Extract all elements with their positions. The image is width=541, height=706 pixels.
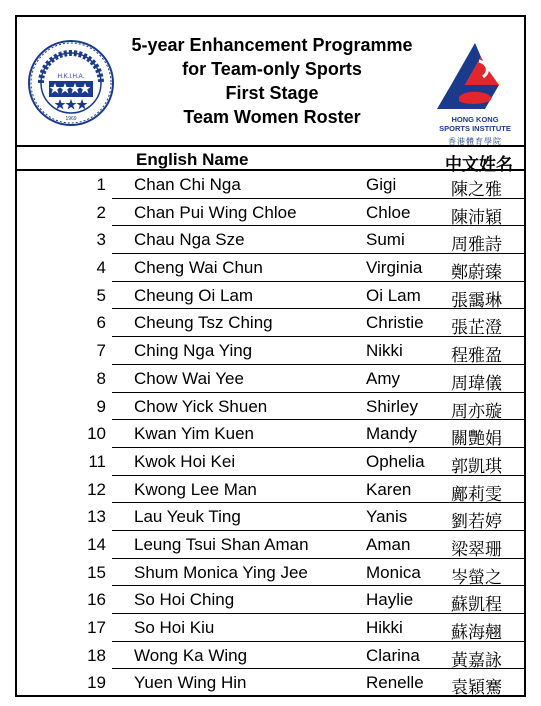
chinese-name: 蘇海翹	[451, 623, 502, 643]
nickname: Renelle	[366, 673, 424, 693]
english-name: Chow Yick Shuen	[134, 396, 268, 416]
english-name: Kwan Yim Kuen	[134, 424, 255, 444]
row-number: 5	[96, 285, 106, 305]
chinese-name: 程雅盈	[451, 346, 502, 367]
title-line-4: Team Women Roster	[183, 107, 361, 127]
chinese-name: 周亦璇	[451, 401, 502, 422]
nickname: Virginia	[366, 258, 423, 278]
column-header-english: English Name	[136, 150, 249, 169]
title-line-3: First Stage	[225, 83, 319, 103]
chinese-name: 關艷娟	[451, 429, 502, 450]
title-line-2: for Team-only Sports	[182, 59, 362, 79]
page-title	[112, 33, 432, 129]
row-number: 4	[96, 258, 106, 278]
english-name: Chau Nga Sze	[134, 230, 245, 250]
table-row	[17, 586, 524, 614]
header	[17, 17, 524, 145]
table-row	[17, 254, 524, 282]
english-name: Cheung Oi Lam	[134, 285, 254, 305]
chinese-name: 鄺莉雯	[451, 484, 502, 505]
table-row	[17, 171, 524, 199]
nickname: Haylie	[366, 590, 414, 610]
table-row	[17, 337, 524, 365]
row-number: 12	[87, 479, 106, 499]
table-row	[17, 309, 524, 337]
english-name: Kwong Lee Man	[134, 479, 257, 499]
title-line-1: 5-year Enhancement Programme	[131, 35, 413, 55]
row-number: 1	[96, 175, 106, 194]
nickname: Aman	[366, 534, 411, 554]
nickname: Hikki	[366, 618, 403, 637]
nickname: Ophelia	[366, 451, 425, 471]
table-row	[17, 614, 524, 642]
english-name: Yuen Wing Hin	[134, 673, 247, 693]
chinese-name: 岑螢之	[451, 567, 502, 588]
english-name: Lau Yeuk Ting	[134, 507, 241, 527]
chinese-name: 黃嘉詠	[451, 650, 502, 671]
nickname: Yanis	[366, 507, 408, 527]
row-number: 19	[87, 673, 106, 693]
row-number: 6	[96, 313, 106, 333]
table-row	[17, 559, 524, 587]
english-name: Chow Wai Yee	[134, 368, 244, 388]
nickname: Gigi	[366, 175, 397, 194]
chinese-name: 鄭蔚臻	[451, 263, 502, 284]
column-header	[17, 145, 524, 174]
nickname: Chloe	[366, 202, 411, 222]
nickname: Amy	[366, 368, 400, 388]
english-name: Cheng Wai Chun	[134, 258, 263, 278]
column-header-chinese: 中文姓名	[445, 155, 513, 174]
hksi-logo-line1: HONG KONG	[451, 115, 499, 124]
chinese-name: 陳之雅	[451, 180, 502, 200]
chinese-name: 袁穎騫	[451, 678, 502, 699]
english-name: So Hoi Ching	[134, 590, 235, 610]
chinese-name: 蘇凱程	[451, 595, 502, 616]
table-row	[17, 669, 524, 697]
hksi-logo-line3: 香港體育學院	[448, 137, 502, 146]
nickname: Mandy	[366, 424, 418, 444]
english-name: Wong Ka Wing	[134, 645, 248, 665]
table-row	[17, 420, 524, 448]
row-number: 14	[87, 534, 106, 554]
chinese-name: 陳沛穎	[451, 207, 502, 228]
table-row	[17, 531, 524, 559]
row-divider	[112, 696, 524, 697]
table-row	[17, 393, 524, 421]
table-row	[17, 642, 524, 670]
row-number: 18	[87, 645, 106, 665]
english-name: Cheung Tsz Ching	[134, 313, 273, 333]
english-name: Kwok Hoi Kei	[134, 451, 236, 471]
nickname: Karen	[366, 479, 412, 499]
table-row	[17, 282, 524, 310]
hksi-logo-icon	[425, 41, 525, 111]
english-name: So Hoi Kiu	[134, 618, 215, 637]
roster-sheet	[15, 15, 526, 697]
chinese-name: 周雅詩	[451, 235, 502, 256]
table-row	[17, 226, 524, 254]
chinese-name: 張靄琳	[451, 290, 502, 311]
table-row	[17, 365, 524, 393]
row-number: 13	[87, 507, 106, 527]
row-number: 9	[96, 396, 106, 416]
chinese-name: 劉若婷	[451, 512, 502, 533]
row-number: 15	[87, 562, 106, 582]
row-number: 11	[88, 451, 106, 471]
hkiha-logo-icon	[27, 39, 115, 127]
hksi-logo-line2: SPORTS INSTITUTE	[439, 124, 511, 133]
roster-table	[17, 171, 524, 697]
english-name: Leung Tsui Shan Aman	[134, 534, 309, 554]
nickname: Clarina	[366, 645, 420, 665]
row-number: 16	[87, 590, 106, 610]
nickname: Oi Lam	[366, 285, 421, 305]
hkiha-logo-text: H.K.I.H.A.	[57, 74, 85, 80]
row-number: 17	[87, 618, 106, 637]
hkiha-logo-year: 1969	[65, 116, 77, 122]
english-name: Chan Chi Nga	[134, 175, 241, 194]
chinese-name: 梁翠珊	[451, 539, 502, 560]
table-row	[17, 503, 524, 531]
nickname: Monica	[366, 562, 421, 582]
chinese-name: 周瑋儀	[451, 373, 502, 394]
table-row	[17, 448, 524, 476]
row-number: 3	[96, 230, 106, 250]
row-number: 7	[96, 341, 106, 361]
row-number: 8	[96, 368, 106, 388]
english-name: Shum Monica Ying Jee	[134, 562, 308, 582]
nickname: Sumi	[366, 230, 405, 250]
row-number: 2	[96, 202, 106, 222]
nickname: Shirley	[366, 396, 418, 416]
hksi-logo	[425, 41, 525, 145]
row-number: 10	[87, 424, 106, 444]
english-name: Ching Nga Ying	[134, 341, 253, 361]
english-name: Chan Pui Wing Chloe	[134, 202, 297, 222]
nickname: Nikki	[366, 341, 403, 361]
chinese-name: 郭凱琪	[451, 456, 502, 477]
chinese-name: 張芷澄	[451, 318, 502, 339]
table-row	[17, 476, 524, 504]
nickname: Christie	[366, 313, 424, 333]
table-row	[17, 199, 524, 227]
